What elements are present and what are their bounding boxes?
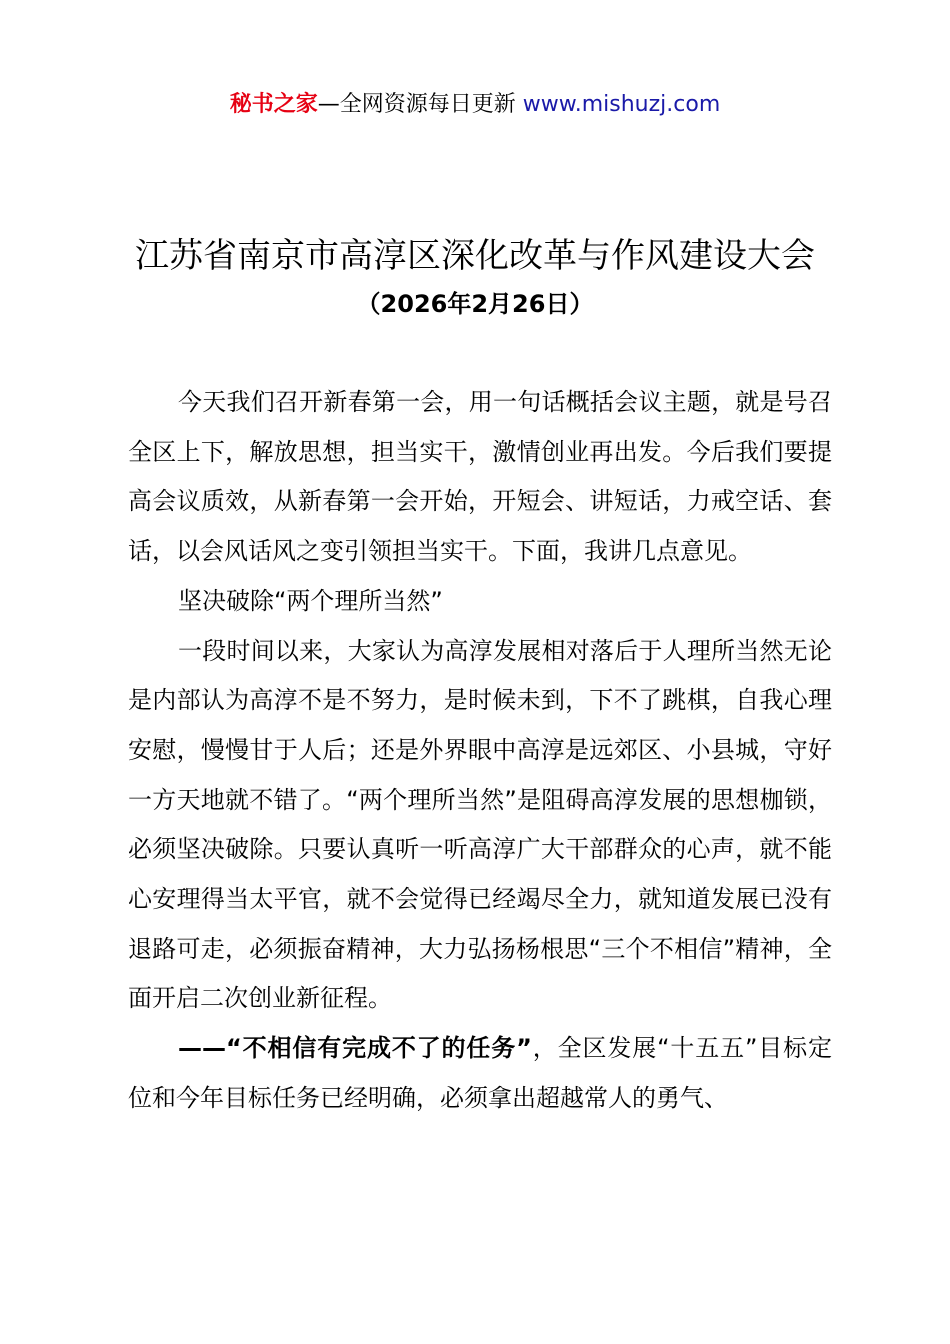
document-title: 江苏省南京市高淳区深化改革与作风建设大会 xyxy=(135,236,815,276)
paragraph-main: 一段时间以来，大家认为高淳发展相对落后于人理所当然无论是内部认为高淳不是不努力，是时候未到，下不了跳棋，自我心理安慰，慢慢甘于人后；还是外界眼中高淳是远郊区、小县城，守好一方天地就不错了。“两个理所当然”是阻碍高淳发展的思想枷锁，必须坚决破除。只要认真听一听高淳广大干部群众的心声，就不能心安理得当太平官，就不会觉得已经竭尽全力，就知道发展已没有退路可走，必须振奋精神，大力弘扬杨根思“三个不相信”精神，全面开启二次创业新征程。 xyxy=(128,636,832,1013)
document-date: （2026年2月26日） xyxy=(356,290,594,318)
section-heading: 坚决破除“两个理所当然” xyxy=(178,586,443,615)
paragraph-last xyxy=(128,1024,832,1123)
site-url[interactable]: www.mishuzj.com xyxy=(522,92,721,117)
paragraph-intro: 今天我们召开新春第一会，用一句话概括会议主题，就是号召全区上下，解放思想，担当实干，激情创业再出发。今后我们要提高会议质效，从新春第一会开始，开短会、讲短话，力戒空话、套话，以会风话风之变引领担当实干。下面，我讲几点意见。 xyxy=(128,388,832,566)
paragraph-last-text: ，全区发展“十五五”目标定位和今年目标任务已经明确，必须拿出超越常人的勇气、 xyxy=(128,1034,832,1112)
brand-name: 秘书之家 xyxy=(229,92,318,117)
document-body xyxy=(128,378,832,1124)
header-tagline: —全网资源每日更新 xyxy=(317,92,523,117)
site-header xyxy=(0,88,950,122)
bold-lead: ——“不相信有完成不了的任务” xyxy=(178,1034,532,1063)
